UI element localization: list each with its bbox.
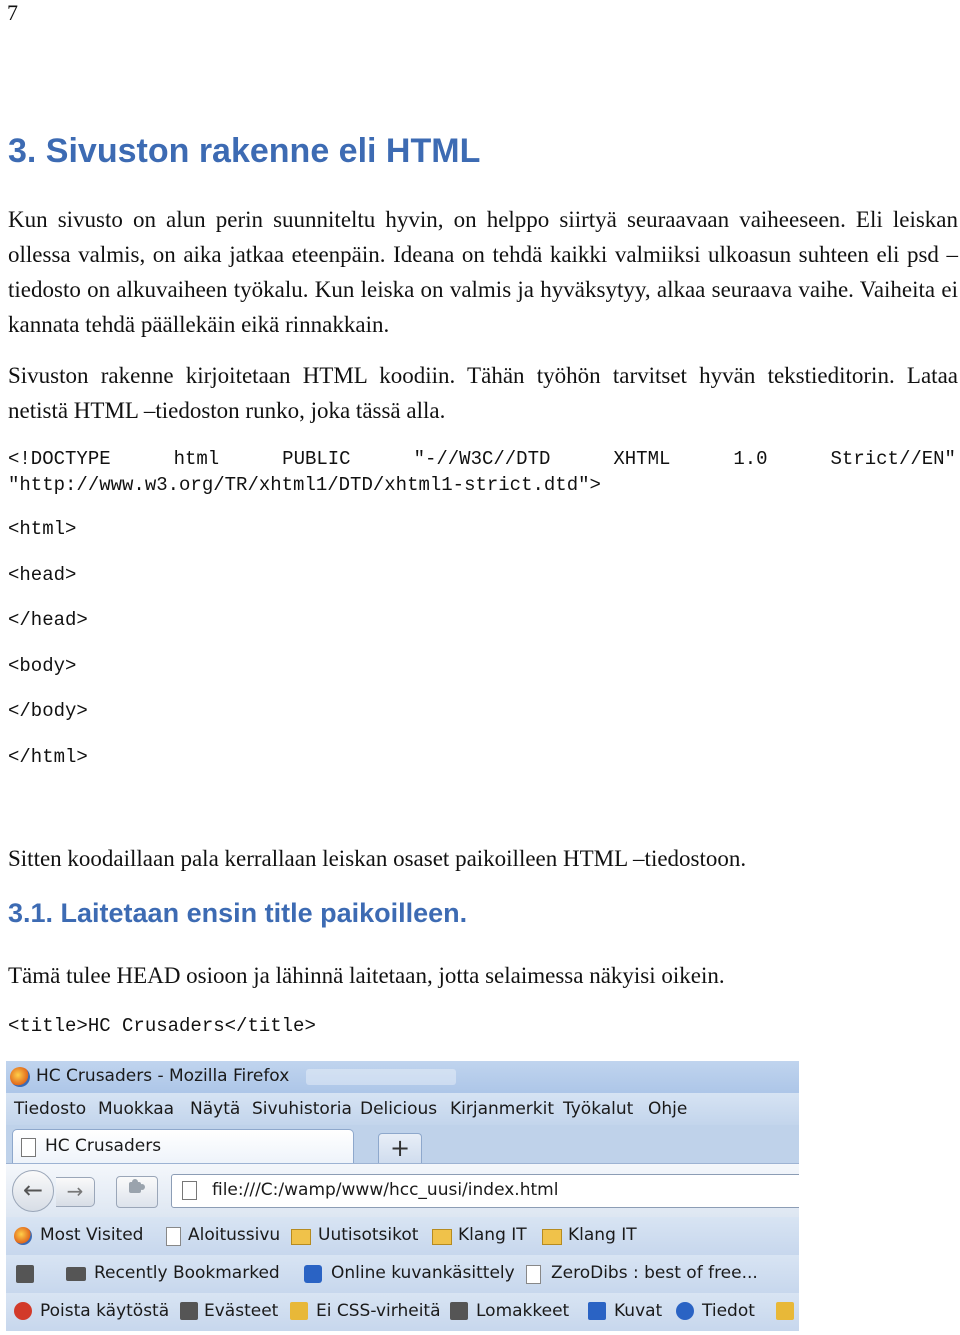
code-line: <html> xyxy=(8,518,77,540)
doctype-line-2: "http://www.w3.org/TR/xhtml1/DTD/xhtml1-strict.dtd"> xyxy=(8,474,601,496)
coding-paragraph: Sitten koodaillaan pala kerrallaan leiskan osaset paikoilleen HTML –tiedostoon. xyxy=(8,846,747,871)
firefox-logo-icon xyxy=(10,1067,30,1087)
new-tab-button[interactable]: + xyxy=(378,1133,422,1164)
page-icon xyxy=(166,1227,181,1246)
cookie-icon xyxy=(180,1302,198,1320)
menu-sivuhistoria[interactable]: Sivuhistoria xyxy=(252,1099,352,1119)
url-bar[interactable] xyxy=(171,1174,799,1208)
html-paragraph: Sivuston rakenne kirjoitetaan HTML koodiin. Tähän työhön tarvitset hyvän tekstieditorin. Lataa netistä HTML –tiedoston runko, joka tässä alla. xyxy=(8,363,958,423)
url-text: file:///C:/wamp/www/hcc_uusi/index.html xyxy=(212,1180,559,1200)
code-line: <body> xyxy=(8,655,77,677)
site-identity-button[interactable] xyxy=(116,1176,158,1208)
online-editor-icon xyxy=(304,1265,322,1283)
tab-hc-crusaders[interactable] xyxy=(12,1129,354,1164)
bookmark-klang-it-1[interactable]: Klang IT xyxy=(458,1225,527,1245)
forms-icon xyxy=(450,1302,468,1320)
images-icon xyxy=(588,1302,606,1320)
page-icon xyxy=(182,1181,197,1200)
web-developer-toolbar xyxy=(6,1293,799,1331)
bookmark-zerodibs[interactable]: ZeroDibs : best of free... xyxy=(551,1263,758,1283)
tab-bar xyxy=(6,1125,799,1163)
toolbar-ei-css-virheita[interactable]: Ei CSS-virheitä xyxy=(316,1301,441,1321)
doctype-token: 1.0 xyxy=(733,448,768,470)
rss-folder-icon xyxy=(291,1229,311,1245)
navigation-toolbar xyxy=(6,1163,799,1218)
title-code: <title>HC Crusaders</title> xyxy=(8,1015,316,1037)
forward-button[interactable]: → xyxy=(56,1177,95,1207)
tag-icon xyxy=(66,1267,86,1281)
firefox-icon xyxy=(14,1227,32,1245)
subsection-heading: 3.1. Laitetaan ensin title paikoilleen. xyxy=(8,898,468,928)
page-icon xyxy=(526,1265,541,1284)
doctype-declaration xyxy=(8,446,956,498)
bookmark-aloitussivu[interactable]: Aloitussivu xyxy=(188,1225,281,1245)
menu-delicious[interactable]: Delicious xyxy=(360,1099,438,1119)
menu-bar xyxy=(6,1093,799,1125)
doctype-token: html xyxy=(173,448,220,470)
code-line: </body> xyxy=(8,700,88,722)
code-line: </html> xyxy=(8,746,88,768)
code-line: <head> xyxy=(8,564,77,586)
menu-tyokalut[interactable]: Työkalut xyxy=(563,1099,634,1119)
bookmark-uutisotsikot[interactable]: Uutisotsikot xyxy=(318,1225,419,1245)
doctype-token: XHTML xyxy=(613,448,671,470)
doctype-token: <!DOCTYPE xyxy=(8,448,111,470)
toolbar-evasteet[interactable]: Evästeet xyxy=(204,1301,279,1321)
menu-nayta[interactable]: Näytä xyxy=(190,1099,241,1119)
toolbar-tiedot[interactable]: Tiedot xyxy=(702,1301,755,1321)
info-icon xyxy=(676,1302,694,1320)
bookmarks-toolbar-2 xyxy=(6,1255,799,1293)
toolbar-poista-kaytosta[interactable]: Poista käytöstä xyxy=(40,1301,170,1321)
doctype-token: PUBLIC xyxy=(282,448,351,470)
doctype-token: "-//W3C//DTD xyxy=(413,448,551,470)
code-line: </head> xyxy=(8,609,88,631)
rss-folder-icon xyxy=(432,1229,452,1245)
back-button[interactable]: ← xyxy=(12,1170,54,1212)
tab-title: HC Crusaders xyxy=(45,1136,162,1156)
background-window-title xyxy=(306,1069,456,1085)
page-icon xyxy=(21,1138,36,1157)
menu-muokkaa[interactable]: Muokkaa xyxy=(98,1099,175,1119)
browser-screenshot xyxy=(6,1061,799,1331)
bookmark-recently-bookmarked[interactable]: Recently Bookmarked xyxy=(94,1263,280,1283)
menu-ohje[interactable]: Ohje xyxy=(648,1099,688,1119)
misc-icon xyxy=(776,1302,794,1320)
puzzle-icon xyxy=(127,1178,147,1196)
bookmark-online-kuvankasittely[interactable]: Online kuvankäsittely xyxy=(331,1263,515,1283)
menu-kirjanmerkit[interactable]: Kirjanmerkit xyxy=(450,1099,555,1119)
rss-folder-icon xyxy=(542,1229,562,1245)
bookmarks-toolbar xyxy=(6,1217,799,1255)
disable-icon xyxy=(14,1302,32,1320)
window-title: HC Crusaders - Mozilla Firefox xyxy=(36,1066,290,1086)
page-number: 7 xyxy=(7,0,18,25)
toolbar-menu-icon[interactable] xyxy=(16,1265,34,1283)
doctype-token: Strict//EN" xyxy=(830,448,956,470)
bookmark-most-visited[interactable]: Most Visited xyxy=(40,1225,144,1245)
bookmark-klang-it-2[interactable]: Klang IT xyxy=(568,1225,637,1245)
doctype-line-1 xyxy=(8,446,956,472)
intro-paragraph: Kun sivusto on alun perin suunniteltu hyvin, on helppo siirtyä seuraavaan vaiheeseen. Eli leiskan ollessa valmis, on aika jatkaa eteenpäin. Ideana on tehdä kaikki valmiiksi ulkoasun suhteen eli psd –tiedosto on alkuvaiheen työkalu. Kun leiska on valmis ja hyväksytyy, alkaa seuraava vaihe. Vaiheita ei kannata tehdä päällekäin eikä rinnakkain. xyxy=(8,207,958,337)
head-paragraph: Tämä tulee HEAD osioon ja lähinnä laitetaan, jotta selaimessa näkyisi oikein. xyxy=(8,963,725,988)
toolbar-kuvat[interactable]: Kuvat xyxy=(614,1301,663,1321)
menu-tiedosto[interactable]: Tiedosto xyxy=(14,1099,87,1119)
toolbar-lomakkeet[interactable]: Lomakkeet xyxy=(476,1301,570,1321)
css-pencil-icon xyxy=(290,1302,308,1320)
section-heading: 3. Sivuston rakenne eli HTML xyxy=(8,132,481,170)
window-titlebar xyxy=(6,1061,799,1093)
